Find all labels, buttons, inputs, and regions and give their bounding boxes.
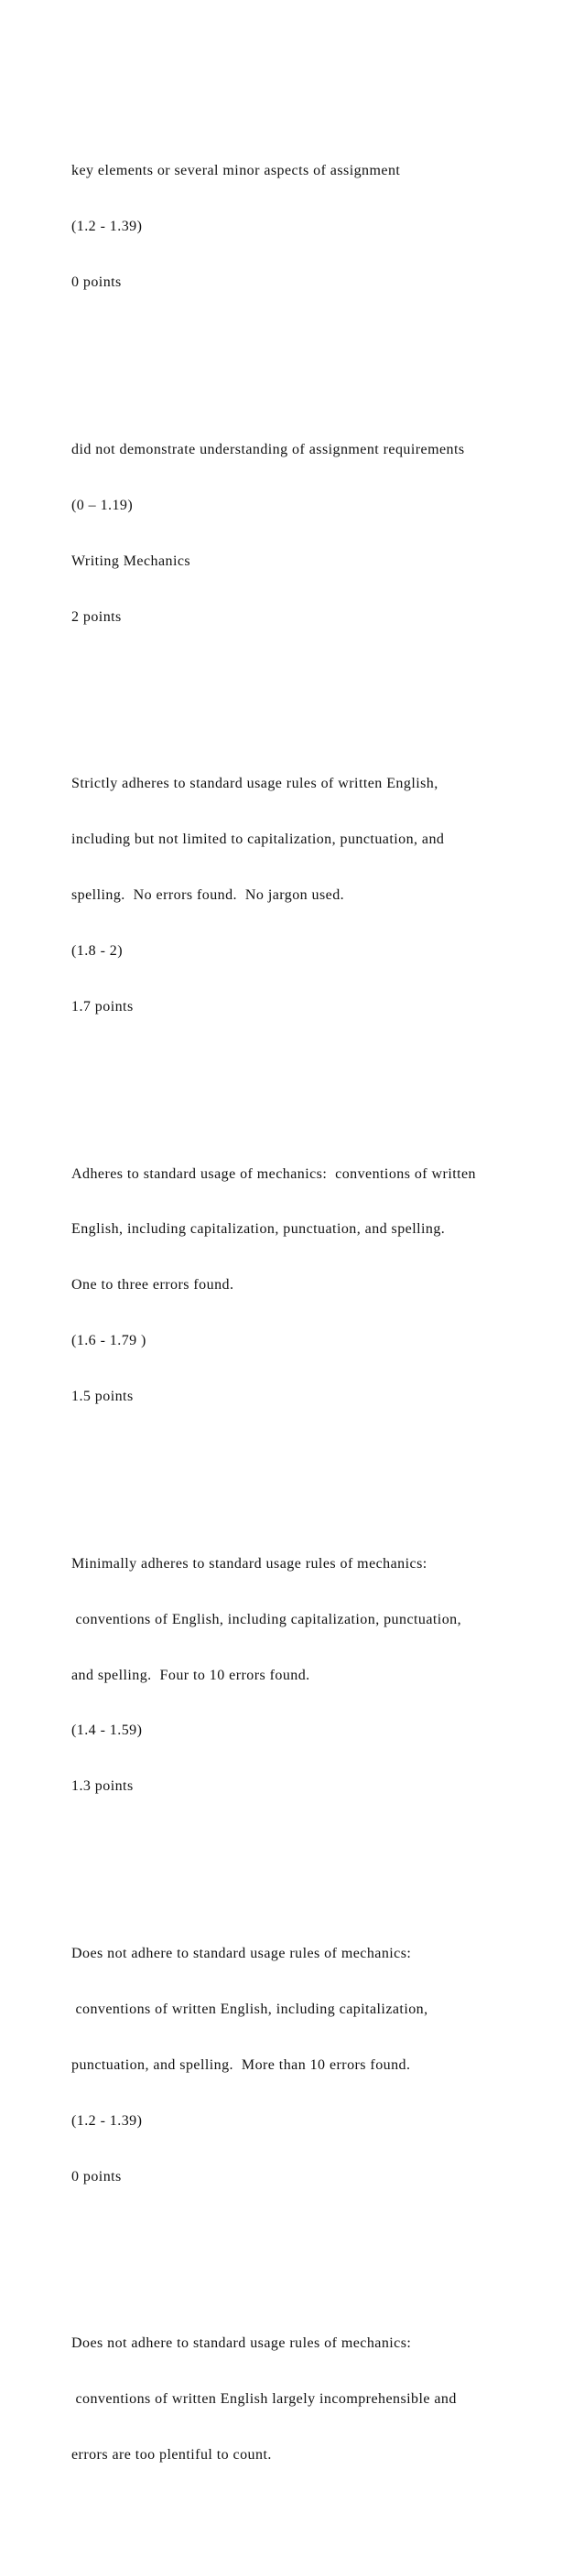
text-line: including but not limited to capitalization, punctuation, and <box>71 832 445 848</box>
text-line: errors are too plentiful to count. <box>71 2447 272 2463</box>
rubric-block-7 <box>71 2298 566 2502</box>
score-range: (1.6 - 1.79 ) <box>71 1333 146 1349</box>
text-line: Strictly adheres to standard usage rules of written English, <box>71 776 438 792</box>
points-value: 1.5 points <box>71 1389 134 1405</box>
score-range: (1.2 - 1.39) <box>71 219 143 235</box>
score-range: (0 – 1.19) <box>71 497 134 513</box>
rubric-block-4 <box>71 1128 566 1444</box>
text-line: conventions of English, including capitalization, punctuation, <box>71 1611 462 1627</box>
text-line: Adheres to standard usage of mechanics: conventions of written <box>71 1165 477 1182</box>
text-line: Does not adhere to standard usage rules of mechanics: <box>71 1945 412 1961</box>
text-line: punctuation, and spelling. More than 10 errors found. <box>71 2056 411 2073</box>
text-line: Does not adhere to standard usage rules of mechanics: <box>71 2335 412 2352</box>
points-value: 1.3 points <box>71 1778 134 1795</box>
text-line: key elements or several minor aspects of assignment <box>71 163 401 179</box>
points-value: 0 points <box>71 2168 122 2184</box>
score-range: (1.2 - 1.39) <box>71 2112 143 2129</box>
text-line: Minimally adheres to standard usage rules of mechanics: <box>71 1555 427 1572</box>
text-line: did not demonstrate understanding of assignment requirements <box>71 441 465 457</box>
score-range: (1.8 - 2) <box>71 942 124 959</box>
rubric-block-3 <box>71 738 566 1054</box>
score-range: (1.4 - 1.59) <box>71 1723 143 1739</box>
text-line: spelling. No errors found. No jargon used. <box>71 887 345 904</box>
text-line: English, including capitalization, punctuation, and spelling. <box>71 1221 446 1238</box>
document-body <box>71 70 566 2576</box>
rubric-block-5 <box>71 1518 566 1833</box>
rubric-block-2 <box>71 403 566 663</box>
rubric-block-1 <box>71 125 566 329</box>
points-value: 2 points <box>71 608 122 625</box>
section-heading: Writing Mechanics <box>71 553 191 569</box>
text-line: and spelling. Four to 10 errors found. <box>71 1667 310 1683</box>
text-line: conventions of written English, including capitalization, <box>71 2001 428 2017</box>
points-value: 0 points <box>71 274 122 291</box>
text-line: conventions of written English largely incomprehensible and <box>71 2391 457 2408</box>
rubric-block-6 <box>71 1907 566 2223</box>
text-line: One to three errors found. <box>71 1277 234 1293</box>
points-value: 1.7 points <box>71 998 134 1014</box>
